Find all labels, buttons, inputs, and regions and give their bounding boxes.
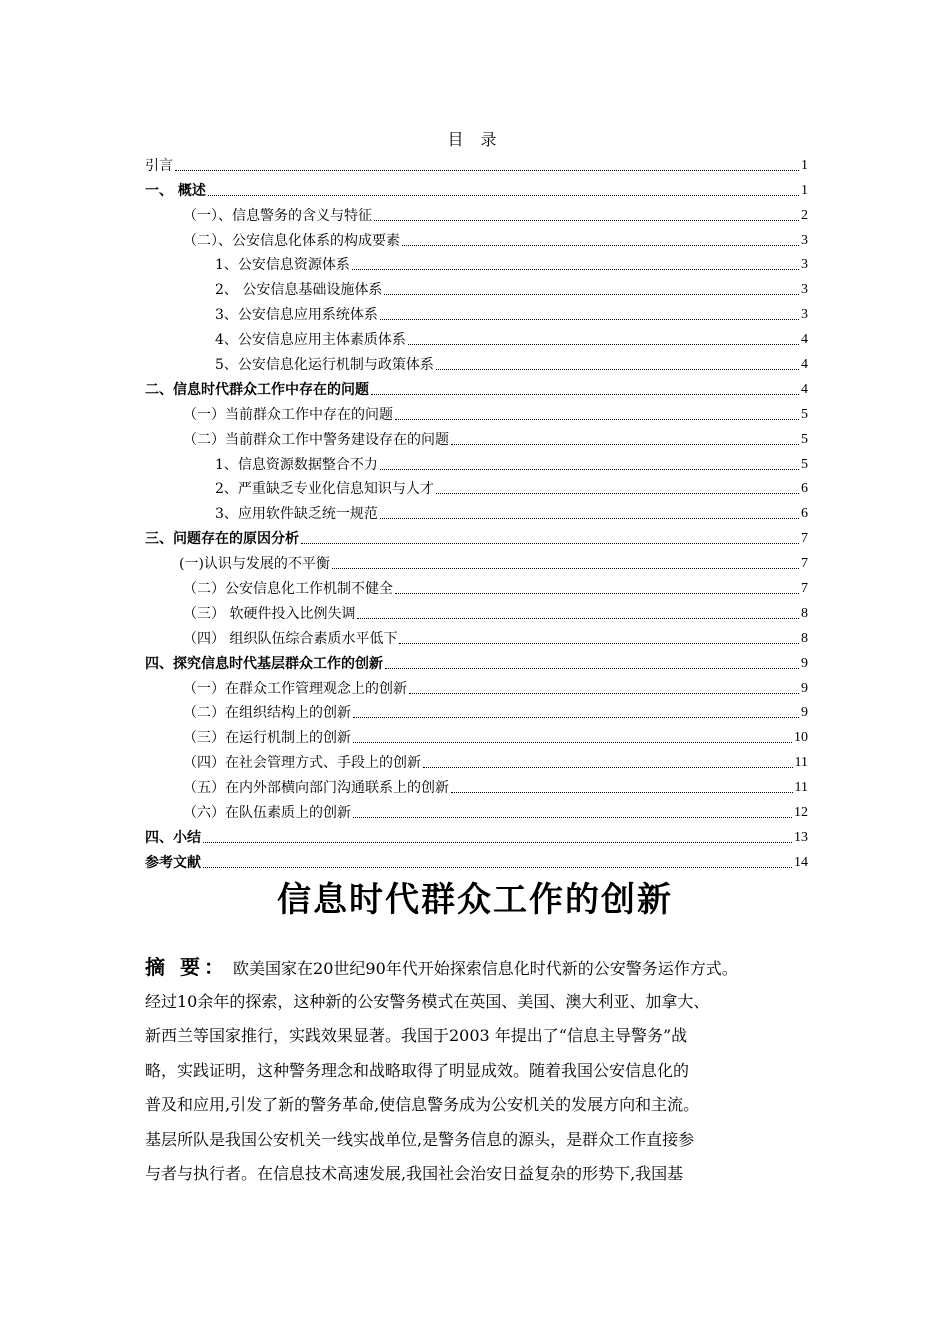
toc-leader-dots: [353, 717, 799, 718]
toc-leader-dots: [353, 742, 792, 743]
toc-entry[interactable]: [145, 548, 808, 573]
toc-entry-page: 10: [794, 730, 808, 746]
toc-leader-dots: [408, 344, 799, 345]
toc-entry-page: 2: [801, 207, 808, 223]
toc-leader-dots: [353, 817, 792, 818]
toc-leader-dots: [436, 369, 799, 370]
toc-leader-dots: [395, 593, 799, 594]
toc-leader-dots: [399, 643, 799, 644]
toc-entry-label: 1、公安信息资源体系: [215, 257, 350, 274]
abstract-line: 与者与执行者。在信息技术高速发展,我国社会治安日益复杂的形势下,我国基: [145, 1164, 684, 1183]
toc-entry[interactable]: [145, 847, 808, 872]
toc-entry-label: （一）在群众工作管理观念上的创新: [183, 680, 407, 697]
toc-leader-dots: [374, 220, 799, 221]
toc-entry-label: 2、 公安信息基础设施体系: [215, 282, 383, 299]
toc-entry-page: 6: [801, 481, 808, 497]
toc-entry-label: （三） 软硬件投入比例失调: [183, 605, 356, 622]
toc-entry-page: 7: [801, 581, 808, 597]
toc-entry-page: 12: [794, 805, 808, 821]
toc-entry-page: 9: [801, 655, 808, 671]
toc-entry[interactable]: [145, 648, 808, 673]
toc-entry-page: 5: [801, 406, 808, 422]
abstract-line: 基层所队是我国公安机关一线实战单位,是警务信息的源头，是群众工作直接参: [145, 1129, 695, 1149]
toc-entry-page: 1: [801, 182, 808, 198]
toc-entry[interactable]: [145, 598, 808, 623]
toc-entry-page: 14: [794, 854, 808, 870]
toc-entry[interactable]: [145, 673, 808, 698]
toc-entry-page: 3: [801, 307, 808, 323]
toc-entry-label: 四、探究信息时代基层群众工作的创新: [145, 655, 383, 672]
toc-entry-page: 9: [801, 705, 808, 721]
toc-entry[interactable]: [145, 698, 808, 723]
toc-entry-label: 三、问题存在的原因分析: [145, 531, 299, 548]
toc-entry-page: 8: [801, 630, 808, 646]
toc-entry[interactable]: [145, 747, 808, 772]
toc-leader-dots: [380, 518, 799, 519]
toc-entry-label: （二）当前群众工作中警务建设存在的问题: [183, 431, 449, 448]
abstract-paragraph: [145, 950, 810, 1192]
toc-entry-label: 1、信息资源数据整合不力: [215, 456, 378, 473]
toc-leader-dots: [208, 195, 799, 196]
toc-leader-dots: [380, 319, 799, 320]
toc-entry[interactable]: [145, 474, 808, 499]
toc-entry[interactable]: [145, 822, 808, 847]
toc-entry[interactable]: [145, 797, 808, 822]
abstract-label: 摘 要：: [145, 955, 228, 979]
abstract-line: 经过10余年的探索，这种新的公安警务模式在英国、美国、澳大利亚、加拿大、: [145, 991, 710, 1011]
toc-entry-label: 一、 概述: [145, 182, 206, 199]
abstract-first-line: [145, 950, 810, 985]
abstract-line-text: 欧美国家在20世纪90年代开始探索信息化时代新的公安警务运作方式。: [227, 959, 738, 978]
toc-entry-page: 4: [801, 357, 808, 373]
toc-leader-dots: [451, 792, 793, 793]
toc-entry-label: 3、应用软件缺乏统一规范: [215, 506, 378, 523]
toc-leader-dots: [371, 394, 799, 395]
document-title: 信息时代群众工作的创新: [277, 880, 673, 920]
abstract-line: 新西兰等国家推行，实践效果显著。我国于2003 年提出了“信息主导警务”战: [145, 1026, 688, 1045]
toc-leader-dots: [203, 842, 792, 843]
toc-entry-label: 3、公安信息应用系统体系: [215, 307, 378, 324]
toc-entry-page: 5: [801, 456, 808, 472]
toc-leader-dots: [436, 493, 799, 494]
toc-entry[interactable]: [145, 772, 808, 797]
toc-entry-label: （二）公安信息化工作机制不健全: [183, 581, 393, 598]
toc-entry-page: 3: [801, 257, 808, 273]
toc-entry-label: 5、公安信息化运行机制与政策体系: [215, 357, 434, 374]
toc-entry[interactable]: [145, 374, 808, 399]
toc-leader-dots: [301, 543, 799, 544]
toc-entry-page: 9: [801, 680, 808, 696]
toc-entry[interactable]: [145, 299, 808, 324]
toc-entry-page: 1: [801, 157, 808, 173]
toc-entry[interactable]: [145, 573, 808, 598]
toc-leader-dots: [175, 170, 799, 171]
abstract-line: 略，实践证明，这种警务理念和战略取得了明显成效。随着我国公安信息化的: [145, 1060, 690, 1080]
toc-entry-label: （一）、信息警务的含义与特征: [183, 207, 372, 224]
toc-entry[interactable]: [145, 225, 808, 250]
toc-entry[interactable]: [145, 722, 808, 747]
toc-entry[interactable]: [145, 175, 808, 200]
toc-leader-dots: [451, 444, 799, 445]
toc-leader-dots: [402, 245, 799, 246]
toc-entry-page: 3: [801, 282, 808, 298]
toc-entry-label: （六）在队伍素质上的创新: [183, 805, 351, 822]
toc-entry-page: 3: [801, 232, 808, 248]
toc-entry-label: 参考文献: [145, 854, 201, 871]
table-of-contents: [145, 150, 808, 872]
toc-entry-page: 8: [801, 605, 808, 621]
abstract-line: 普及和应用,引发了新的警务革命,使信息警务成为公安机关的发展方向和主流。: [145, 1095, 700, 1114]
toc-leader-dots: [357, 618, 799, 619]
toc-entry-label: （一）当前群众工作中存在的问题: [183, 406, 393, 423]
toc-entry-page: 11: [794, 780, 808, 796]
toc-entry-label: (一)认识与发展的不平衡: [179, 556, 330, 573]
toc-entry[interactable]: [145, 274, 808, 299]
toc-entry[interactable]: [145, 523, 808, 548]
toc-leader-dots: [423, 767, 793, 768]
toc-entry-page: 6: [801, 506, 808, 522]
toc-leader-dots: [203, 867, 792, 868]
toc-entry-label: 四、小结: [145, 829, 201, 846]
toc-entry-page: 5: [801, 431, 808, 447]
toc-leader-dots: [380, 469, 799, 470]
toc-entry-page: 4: [801, 332, 808, 348]
toc-entry-label: 二、信息时代群众工作中存在的问题: [145, 381, 369, 398]
toc-entry[interactable]: [145, 324, 808, 349]
toc-entry-page: 7: [801, 531, 808, 547]
toc-leader-dots: [385, 668, 799, 669]
toc-entry-label: 4、公安信息应用主体素质体系: [215, 332, 406, 349]
toc-leader-dots: [409, 693, 799, 694]
toc-title: 目 录: [447, 130, 503, 149]
toc-entry-page: 13: [794, 829, 808, 845]
toc-entry-label: （五）在内外部横向部门沟通联系上的创新: [183, 780, 449, 797]
toc-entry[interactable]: [145, 349, 808, 374]
toc-entry[interactable]: [145, 449, 808, 474]
toc-entry-label: （四） 组织队伍综合素质水平低下: [183, 630, 398, 647]
toc-entry[interactable]: [145, 498, 808, 523]
toc-entry[interactable]: [145, 250, 808, 275]
toc-leader-dots: [352, 269, 799, 270]
toc-entry-label: 2、严重缺乏专业化信息知识与人才: [215, 481, 434, 498]
toc-entry-label: （二）在组织结构上的创新: [183, 705, 351, 722]
toc-leader-dots: [332, 568, 799, 569]
toc-entry[interactable]: [145, 200, 808, 225]
toc-entry[interactable]: [145, 424, 808, 449]
toc-entry[interactable]: [145, 150, 808, 175]
toc-entry-label: （二）、公安信息化体系的构成要素: [183, 232, 400, 249]
toc-entry-page: 11: [794, 755, 808, 771]
toc-leader-dots: [395, 419, 799, 420]
toc-entry-page: 4: [801, 381, 808, 397]
toc-entry-label: （四）在社会管理方式、手段上的创新: [183, 755, 421, 772]
toc-entry-label: 引言: [145, 157, 173, 174]
toc-entry-page: 7: [801, 556, 808, 572]
toc-entry[interactable]: [145, 399, 808, 424]
toc-entry-label: （三）在运行机制上的创新: [183, 730, 351, 747]
toc-entry[interactable]: [145, 623, 808, 648]
toc-leader-dots: [384, 294, 799, 295]
